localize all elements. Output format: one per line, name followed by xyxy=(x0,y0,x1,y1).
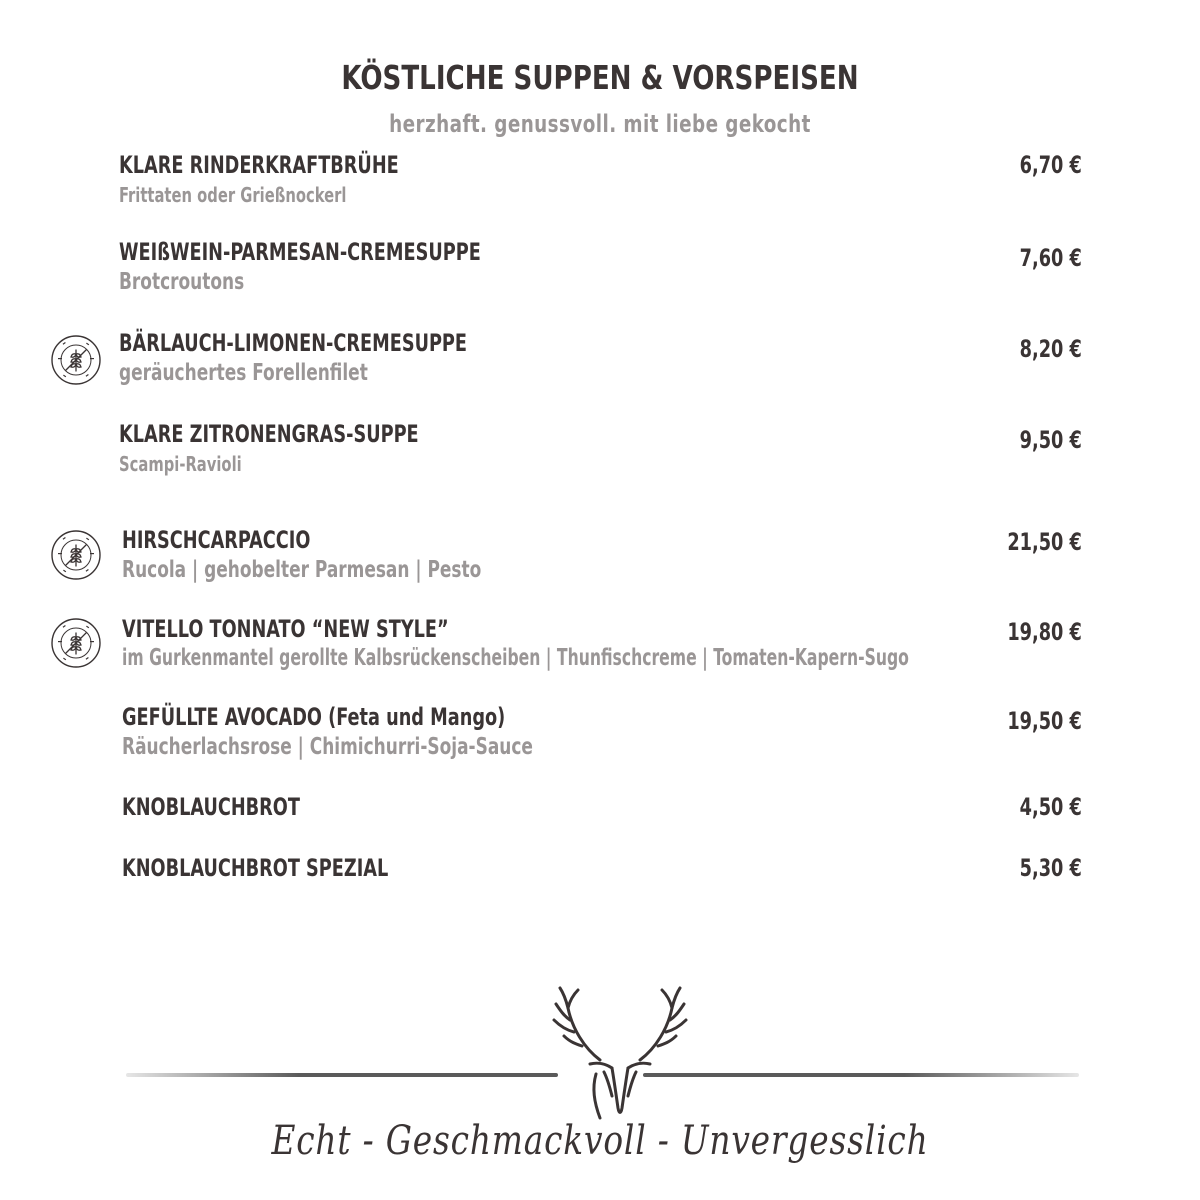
menu-item-description: Brotcroutons xyxy=(119,269,245,295)
menu-item-name: VITELLO TONNATO “NEW STYLE” xyxy=(122,615,449,643)
menu-item-name: BÄRLAUCH-LIMONEN-CREMESUPPE xyxy=(119,329,467,357)
divider-line xyxy=(126,1073,558,1077)
menu-item-price: 7,60 € xyxy=(1019,244,1082,272)
menu-item-price: 19,80 € xyxy=(1007,618,1082,646)
menu-item-price: 21,50 € xyxy=(1007,528,1082,556)
menu-item-name: KNOBLAUCHBROT xyxy=(122,793,300,821)
menu-item-name: KLARE RINDERKRAFTBRÜHE xyxy=(119,151,399,179)
menu-item-description: im Gurkenmantel gerollte Kalbsrückenscheiben | Thunfischcreme | Tomaten-Kapern-Sugo xyxy=(122,645,909,671)
gluten-free-icon xyxy=(50,529,102,581)
menu-item-name: GEFÜLLTE AVOCADO (Feta und Mango) xyxy=(122,703,506,731)
menu-item-description: Rucola | gehobelter Parmesan | Pesto xyxy=(122,557,482,583)
menu-item-price: 9,50 € xyxy=(1019,426,1082,454)
menu-item-price: 5,30 € xyxy=(1019,854,1082,882)
page-title: KÖSTLICHE SUPPEN & VORSPEISEN xyxy=(341,58,859,97)
menu-item-name: HIRSCHCARPACCIO xyxy=(122,526,311,554)
menu-item-description: Frittaten oder Grießnockerl xyxy=(119,183,347,207)
menu-item-description: geräuchertes Forellenfilet xyxy=(119,360,368,386)
menu-item-name: KLARE ZITRONENGRAS-SUPPE xyxy=(119,420,419,448)
gluten-free-icon xyxy=(50,334,102,386)
menu-item-price: 8,20 € xyxy=(1019,335,1082,363)
menu-item-price: 4,50 € xyxy=(1019,793,1082,821)
menu-item-name: WEIßWEIN-PARMESAN-CREMESUPPE xyxy=(119,238,481,266)
slogan: Echt - Geschmackvoll - Unvergesslich xyxy=(271,1118,929,1164)
menu-item-name: KNOBLAUCHBROT SPEZIAL xyxy=(122,854,389,882)
menu-item-description: Räucherlachsrose | Chimichurri-Soja-Sauce xyxy=(122,734,533,760)
menu-item-description: Scampi-Ravioli xyxy=(119,452,242,476)
deer-antler-icon xyxy=(548,984,692,1124)
menu-item-price: 6,70 € xyxy=(1019,151,1082,179)
page-subtitle: herzhaft. genussvoll. mit liebe gekocht xyxy=(389,110,811,138)
gluten-free-icon xyxy=(50,617,102,669)
divider-line xyxy=(643,1073,1079,1077)
menu-item-price: 19,50 € xyxy=(1007,707,1082,735)
